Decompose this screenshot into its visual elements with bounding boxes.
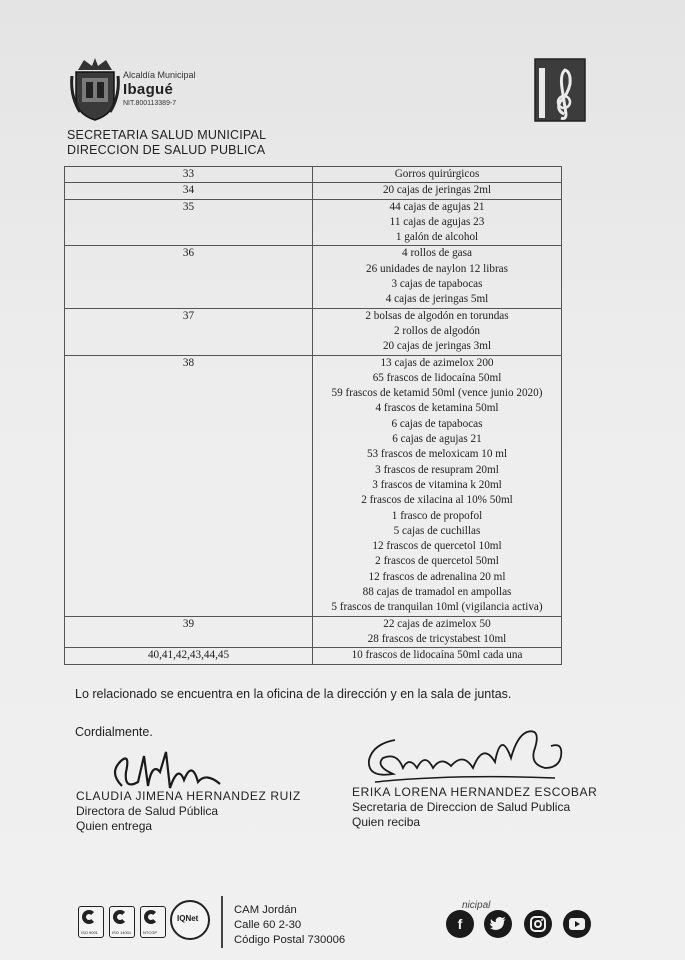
item-description-line: 5 cajas de cuchillas: [393, 524, 481, 537]
item-description-line: 28 frascos de tricystabest 10ml: [367, 632, 507, 645]
item-description-line: 12 frascos de quercetol 10ml: [372, 540, 502, 553]
nit-number: NIT.800113389-7: [123, 100, 177, 107]
item-number-cell: 38: [65, 355, 313, 616]
supplies-table: [64, 166, 562, 665]
item-description-cell: [313, 183, 562, 199]
youtube-icon[interactable]: [563, 910, 591, 938]
signer-title: Secretaria de Direccion de Salud Publica: [352, 800, 571, 814]
item-description-line: 6 cajas de tapabocas: [391, 417, 483, 430]
signer-title: Directora de Salud Pública: [76, 804, 219, 818]
item-description-line: 11 cajas de agujas 23: [389, 215, 485, 228]
department-line-2: DIRECCION DE SALUD PUBLICA: [67, 143, 266, 157]
closing-salutation: Cordialmente.: [75, 725, 153, 739]
footer-address: [234, 903, 345, 948]
icontec-cert-icon: ISO 14001: [109, 906, 135, 938]
footer-divider: [221, 896, 223, 948]
item-description-cell: [313, 648, 562, 664]
table-row: [65, 355, 562, 616]
address-line-1: CAM Jordán: [234, 904, 297, 916]
item-number-cell: 33: [65, 167, 313, 183]
item-description-cell: [313, 616, 562, 648]
item-description-cell: [313, 199, 562, 246]
address-line-3: Código Postal 730006: [234, 934, 346, 946]
coat-of-arms-icon: [70, 56, 120, 122]
signer-name: ERIKA LORENA HERNANDEZ ESCOBAR: [352, 785, 598, 799]
municipality-brand: [123, 70, 196, 107]
department-heading: [67, 128, 266, 158]
item-number-cell: 36: [65, 246, 313, 308]
item-description-line: 65 frascos de lidocaína 50ml: [372, 371, 502, 384]
item-description-line: 2 rollos de algodón: [393, 324, 481, 337]
item-description-line: 20 cajas de jeringas 2ml: [382, 184, 492, 197]
item-description-line: 4 cajas de jeringas 5ml: [385, 293, 489, 306]
item-description-line: 2 bolsas de algodón en torundas: [365, 309, 509, 322]
table-row: [65, 648, 562, 664]
item-description-line: 3 frascos de resupram 20ml: [375, 463, 499, 476]
item-description-line: 6 cajas de agujas 21: [392, 433, 482, 446]
item-number-cell: 37: [65, 308, 313, 355]
item-description-line: 53 frascos de meloxicam 10 ml: [366, 448, 508, 461]
item-description-line: 2 frascos de quercetol 50ml: [375, 555, 499, 568]
item-description-line: 2 frascos de xilacina al 10% 50ml: [361, 494, 513, 507]
item-description-line: 3 cajas de tapabocas: [391, 278, 483, 291]
item-number-cell: 39: [65, 616, 313, 648]
table-row: [65, 246, 562, 308]
iqnet-cert-icon: IQNet: [170, 900, 210, 940]
item-description-line: 4 frascos de ketamina 50ml: [375, 402, 499, 415]
table-row: [65, 308, 562, 355]
item-description-line: 59 frascos de ketamid 50ml (vence junio 2020): [331, 387, 543, 400]
twitter-icon[interactable]: [484, 910, 512, 938]
item-description-cell: [313, 355, 562, 616]
item-description-line: 20 cajas de jeringas 3ml: [382, 340, 492, 353]
item-number-cell: 34: [65, 183, 313, 199]
item-description-line: Gorros quirúrgicos: [394, 168, 480, 180]
item-description-line: 1 frasco de propofol: [391, 509, 483, 522]
location-note: Lo relacionado se encuentra en la oficina de la dirección y en la sala de juntas.: [75, 687, 512, 701]
icontec-cert-icon: NTCGP: [140, 906, 166, 938]
musical-clef-logo-icon: [534, 58, 586, 122]
item-description-line: 13 cajas de azimelox 200: [380, 356, 494, 369]
item-description-line: 88 cajas de tramadol en ampollas: [362, 586, 512, 599]
signer-role: Quien reciba: [352, 815, 421, 829]
item-description-cell: [313, 246, 562, 308]
social-label: nicipal: [462, 900, 491, 911]
icontec-cert-icon: ISO 9001: [78, 906, 104, 938]
signer-delivering: [76, 789, 301, 834]
item-description-line: 22 cajas de azimelox 50: [383, 617, 491, 630]
item-description-line: 44 cajas de agujas 21: [389, 200, 485, 213]
city-name: Ibagué: [123, 81, 174, 98]
instagram-icon[interactable]: [524, 910, 552, 938]
item-number-cell: 35: [65, 199, 313, 246]
table-row: [65, 183, 562, 199]
signer-name: CLAUDIA JIMENA HERNANDEZ RUIZ: [76, 789, 301, 803]
item-description-line: 4 rollos de gasa: [402, 247, 472, 260]
signature-erika: [355, 722, 570, 790]
address-line-2: Calle 60 2-30: [234, 919, 302, 931]
item-description-line: 12 frascos de adrenalina 20 ml: [368, 570, 506, 583]
table-row: [65, 199, 562, 246]
facebook-icon[interactable]: f: [446, 910, 474, 938]
table-row: [65, 616, 562, 648]
item-description-cell: [313, 167, 562, 183]
signer-role: Quien entrega: [76, 819, 153, 833]
signer-receiving: [352, 785, 597, 830]
alcaldia-label: Alcaldía Municipal: [123, 70, 196, 80]
table-row: [65, 167, 562, 183]
department-line-1: SECRETARIA SALUD MUNICIPAL: [67, 128, 267, 142]
item-description-cell: [313, 308, 562, 355]
item-description-line: 5 frascos de tranquilan 10ml (vigilancia activa): [331, 601, 543, 614]
item-description-line: 26 unidades de naylon 12 libras: [366, 262, 508, 275]
item-description-line: 1 galón de alcohol: [395, 231, 479, 244]
item-description-line: 10 frascos de lidocaína 50ml cada una: [351, 649, 523, 662]
item-number-cell: 40,41,42,43,44,45: [65, 648, 313, 664]
item-description-line: 3 frascos de vitamina k 20ml: [372, 478, 502, 491]
